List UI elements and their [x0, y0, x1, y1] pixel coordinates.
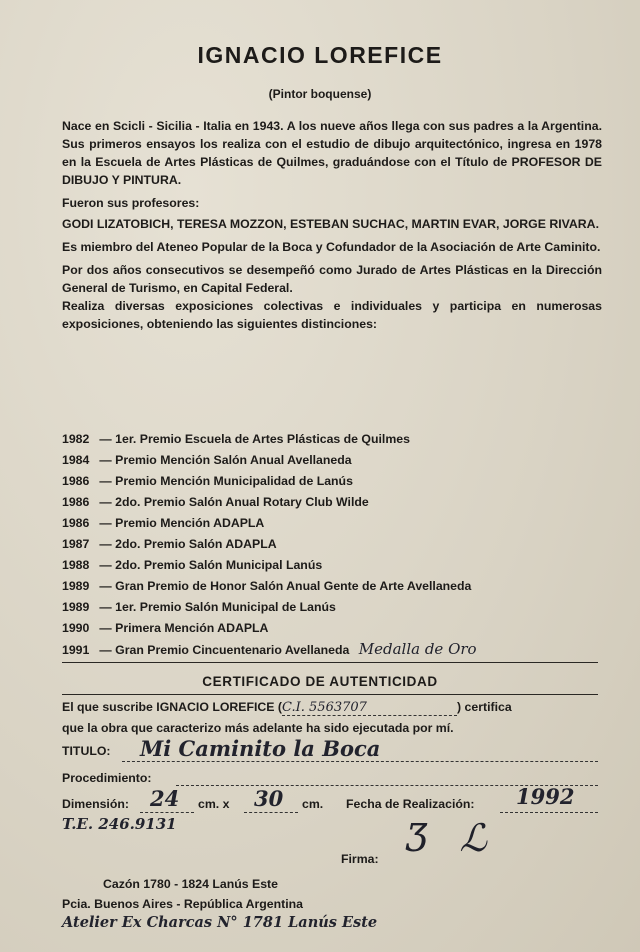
dimension-width-line — [140, 812, 194, 813]
prize-item: 1987 — 2do. Premio Salón ADAPLA — [62, 537, 277, 551]
dimension-height-line — [244, 812, 298, 813]
dimension-width-handwritten: 24 — [150, 786, 180, 811]
fecha-label: Fecha de Realización: — [346, 797, 475, 811]
prize-item: 1991 — Gran Premio Cincuentenario Avellaneda Medalla de Oro — [62, 640, 477, 658]
titulo-handwritten: Mi Caminito la Boca — [140, 736, 381, 761]
bio-paragraph: Es miembro del Ateneo Popular de la Boca y Cofundador de la Asociación de Arte Caminito. — [62, 240, 601, 254]
procedimiento-label: Procedimiento: — [62, 771, 152, 785]
biography — [62, 117, 602, 338]
prize-item: 1984 — Premio Mención Salón Anual Avellaneda — [62, 453, 352, 467]
section-divider — [62, 662, 598, 663]
bio-paragraph: Por dos años consecutivos se desempeñó como Jurado de Artes Plásticas en la Dirección General de Turismo, en Capital Federal. — [62, 263, 602, 295]
certificate-title: CERTIFICADO DE AUTENTICIDAD — [202, 674, 438, 689]
prize-item: 1989 — 1er. Premio Salón Municipal de Lanús — [62, 600, 336, 614]
titulo-label: TITULO: — [62, 744, 111, 758]
id-number-handwritten: C.I. 5563707 — [282, 700, 457, 716]
prize-item: 1986 — Premio Mención Municipalidad de Lanús — [62, 474, 353, 488]
prize-item: 1982 — 1er. Premio Escuela de Artes Plásticas de Quilmes — [62, 432, 410, 446]
certificate-statement-line: El que suscribe IGNACIO LOREFICE (C.I. 5563707 ) certifica — [62, 700, 512, 715]
bio-paragraph: GODI LIZATOBICH, TERESA MOZZON, ESTEBAN SUCHAC, MARTIN EVAR, JORGE RIVARA. — [62, 217, 599, 231]
prize-list — [62, 429, 602, 661]
dimension-label: Dimensión: — [62, 797, 129, 811]
artist-name-title: IGNACIO LOREFICE — [197, 42, 443, 68]
prize-item: 1988 — 2do. Premio Salón Municipal Lanús — [62, 558, 323, 572]
address-line: Cazón 1780 - 1824 Lanús Este — [103, 877, 278, 891]
certificate-statement-line: que la obra que caracterizo más adelante ha sido ejecutada por mí. — [62, 721, 454, 735]
fecha-handwritten: 1992 — [516, 784, 575, 809]
atelier-handwritten: Atelier Ex Charcas N° 1781 Lanús Este — [62, 914, 378, 931]
phone-handwritten: T.E. 246.9131 — [62, 815, 177, 833]
bio-paragraph: Realiza diversas exposiciones colectivas e individuales y participa en numerosas exposiciones, obteniendo las siguientes distinciones: — [62, 299, 602, 331]
dimension-cm-x: cm. x — [198, 797, 230, 811]
artist-subtitle: (Pintor boquense) — [268, 87, 372, 101]
bio-paragraph: Nace en Scicli - Sicilia - Italia en 1943. A los nueve años llega con sus padres a la Argentina. Sus primeros ensayos los realiza con el estudio de dibujo arquitectónico, ingresa en 1978 en la Escuela de Artes Plásticas de Quilmes, graduándose con el Título de PROFESOR DE DIBUJO Y PINTURA. — [62, 119, 602, 187]
section-divider — [62, 694, 598, 695]
prize-handwritten-note: Medalla de Oro — [358, 640, 477, 658]
prize-item: 1990 — Primera Mención ADAPLA — [62, 621, 269, 635]
fecha-line — [500, 812, 598, 813]
bio-paragraph: Fueron sus profesores: — [62, 196, 200, 210]
address-line: Pcia. Buenos Aires - República Argentina — [62, 897, 303, 911]
firma-label: Firma: — [341, 852, 379, 866]
prize-item: 1986 — 2do. Premio Salón Anual Rotary Club Wilde — [62, 495, 369, 509]
dimension-cm: cm. — [302, 797, 324, 811]
prize-item: 1986 — Premio Mención ADAPLA — [62, 516, 265, 530]
dimension-height-handwritten: 30 — [254, 786, 284, 811]
prize-item: 1989 — Gran Premio de Honor Salón Anual Gente de Arte Avellaneda — [62, 579, 472, 593]
signature-mark: Ʒ ℒ — [406, 816, 497, 860]
titulo-line — [122, 761, 598, 762]
